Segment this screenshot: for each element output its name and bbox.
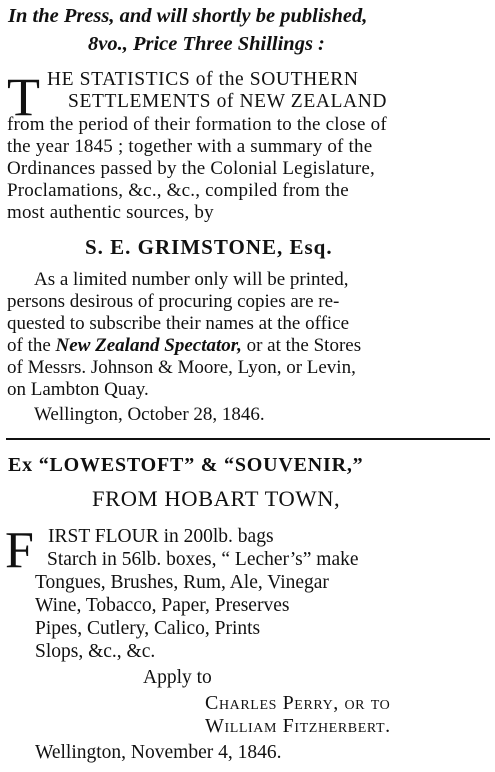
divider-rule [6, 438, 490, 440]
subscription-line-6: on Lambton Quay. [7, 379, 149, 400]
title-line-1: HE STATISTICS of the SOUTHERN [47, 69, 359, 90]
goods-line-5: Pipes, Cutlery, Calico, Prints [35, 618, 261, 639]
press-notice-line-1: In the Press, and will shortly be published, [8, 5, 368, 27]
subscription-line-3: quested to subscribe their names at the office [7, 313, 350, 334]
body-line-4: Proclamations, &c., &c., compiled from the [7, 180, 349, 201]
author-name: S. E. GRIMSTONE, Esq. [85, 235, 333, 259]
ship-names-line: Ex “LOWESTOFT” & “SOUVENIR,” [8, 454, 364, 476]
goods-line-2: Starch in 56lb. boxes, “ Lecher’s” make [47, 549, 359, 570]
goods-line-1: IRST FLOUR in 200lb. bags [48, 526, 274, 547]
goods-line-6: Slops, &c., &c. [35, 641, 156, 662]
date-line-2: Wellington, November 4, 1846. [35, 742, 282, 763]
goods-line-4: Wine, Tobacco, Paper, Preserves [35, 595, 290, 616]
apply-to-line: Apply to [143, 667, 212, 688]
subscription-line-4-pre: of the [7, 335, 56, 356]
body-line-2: the year 1845 ; together with a summary of the [7, 136, 373, 157]
goods-line-3: Tongues, Brushes, Rum, Ale, Vinegar [35, 572, 329, 593]
newspaper-title: New Zealand Spectator, [55, 335, 242, 356]
title-line-2: SETTLEMENTS of NEW ZEALAND [68, 91, 388, 112]
subscription-line-4 [7, 336, 361, 355]
contact-charles-perry: Charles Perry, or to [205, 692, 391, 714]
date-line-1: Wellington, October 28, 1846. [34, 404, 265, 425]
drop-cap-f: F [5, 522, 34, 579]
body-line-3: Ordinances passed by the Colonial Legislature, [7, 158, 375, 179]
drop-cap-t: T [7, 67, 40, 127]
subscription-line-1: As a limited number only will be printed, [34, 269, 349, 290]
subscription-line-4-post: or at the Stores [241, 335, 362, 356]
body-line-1: from the period of their formation to the close of [7, 114, 387, 135]
subscription-line-2: persons desirous of procuring copies are re- [7, 291, 340, 312]
contact-william-fitzherbert: William Fitzherbert. [205, 715, 391, 737]
body-line-5: most authentic sources, by [7, 202, 214, 223]
subscription-line-5: of Messrs. Johnson & Moore, Lyon, or Levin, [7, 357, 356, 378]
origin-line: FROM HOBART TOWN, [92, 486, 341, 511]
press-notice-line-2: 8vo., Price Three Shillings : [88, 33, 325, 55]
